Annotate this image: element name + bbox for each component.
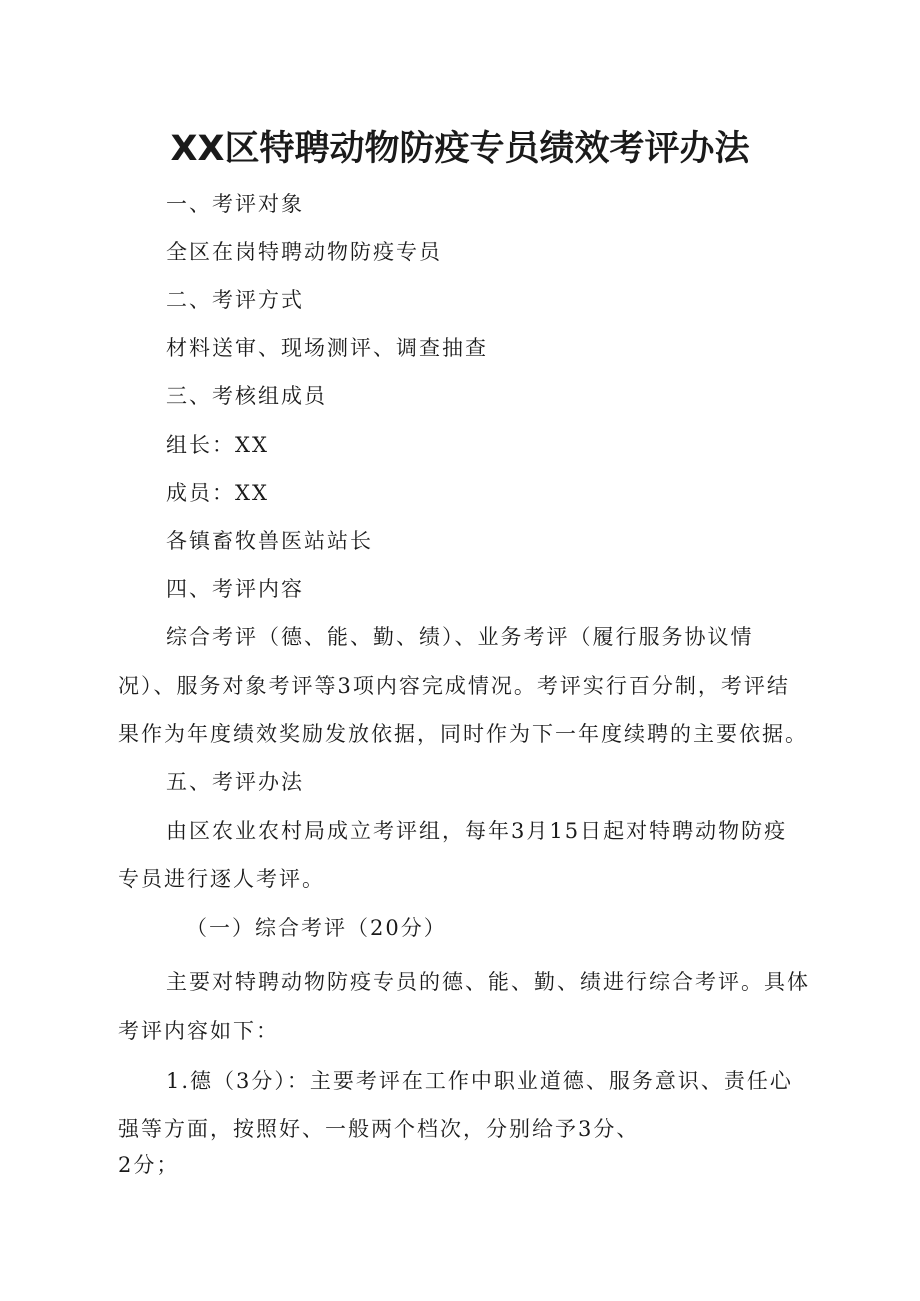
subsection-heading-1: （一）综合考评（20分） (186, 916, 447, 940)
section-heading-5: 五、考评办法 (166, 770, 304, 794)
section-heading-3: 三、考核组成员 (166, 384, 327, 408)
paragraph-line: 专员进行逐人考评。 (118, 867, 325, 891)
paragraph-line: 考评内容如下： (118, 1019, 279, 1043)
paragraph-line: 成员：XX (166, 481, 269, 505)
section-heading-4: 四、考评内容 (166, 577, 304, 601)
paragraph-line: 况）、服务对象考评等3项内容完成情况。考评实行百分制，考评结 (118, 674, 790, 698)
paragraph-line: 全区在岗特聘动物防疫专员 (166, 240, 442, 264)
paragraph-line: 各镇畜牧兽医站站长 (166, 529, 373, 553)
document-title: XX区特聘动物防疫专员绩效考评办法 (170, 129, 750, 169)
paragraph-line: 果作为年度绩效奖励发放依据，同时作为下一年度续聘的主要依据。 (118, 722, 808, 746)
section-heading-2: 二、考评方式 (166, 288, 304, 312)
paragraph-line: 综合考评（德、能、勤、绩）、业务考评（履行服务协议情 (166, 625, 754, 649)
paragraph-line: 组长：XX (166, 433, 269, 457)
paragraph-line: 2分； (118, 1153, 180, 1177)
paragraph-line: 主要对特聘动物防疫专员的德、能、勤、绩进行综合考评。具体 (166, 970, 810, 994)
numbered-item-line: 1.德（3分）：主要考评在工作中职业道德、服务意识、责任心 (166, 1069, 793, 1093)
paragraph-line: 强等方面，按照好、一般两个档次，分别给予3分、 (118, 1117, 640, 1141)
section-heading-1: 一、考评对象 (166, 192, 304, 216)
paragraph-line: 材料送审、现场测评、调查抽查 (166, 336, 488, 360)
paragraph-line: 由区农业农村局成立考评组，每年3月15日起对特聘动物防疫 (166, 819, 788, 843)
